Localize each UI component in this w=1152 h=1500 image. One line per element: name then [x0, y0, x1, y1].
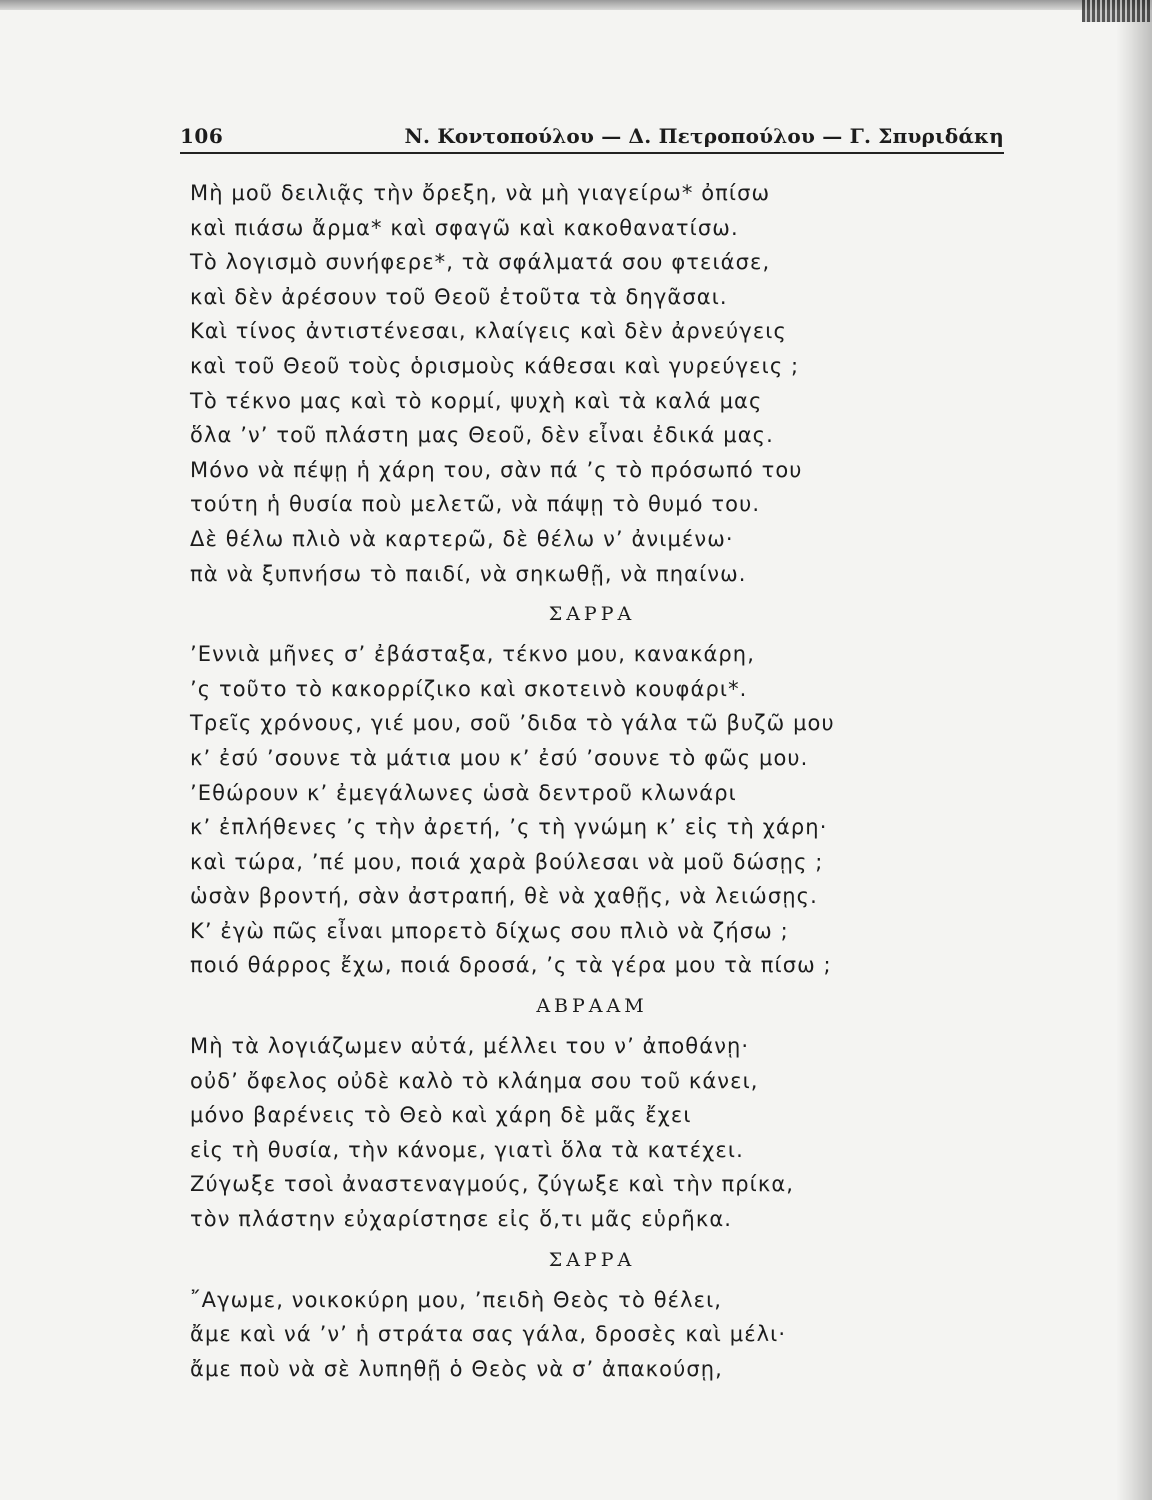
verse-line: Μὴ τὰ λογιάζωμεν αὐτά, μέλλει του ν’ ἀποθάνῃ· [190, 1034, 750, 1059]
verse-line: Τὸ τέκνο μας καὶ τὸ κορμί, ψυχὴ καὶ τὰ καλά μας [190, 388, 763, 413]
verse-line: Τὸ λογισμὸ συνήφερε*, τὰ σφάλματά σου φτειάσε, [190, 250, 771, 275]
verse-line: πὰ νὰ ξυπνήσω τὸ παιδί, νὰ σηκωθῇ, νὰ πηαίνω. [190, 561, 747, 586]
running-header [180, 118, 1004, 154]
verse-line: καὶ πιάσω ἄρμα* καὶ σφαγῶ καὶ κακοθανατίσω. [190, 215, 739, 240]
scan-corner-mark [1082, 0, 1152, 22]
verse-line: Ζύγωξε τσοὶ ἀναστεναγμούς, ζύγωξε καὶ τὴν πρίκα, [190, 1172, 795, 1197]
verse-line: ἄμε καὶ νά ’ν’ ἡ στράτα σας γάλα, δροσὲς καὶ μέλι· [190, 1322, 787, 1347]
verse-line: οὐδ’ ὄφελος οὐδὲ καλὸ τὸ κλάημα σου τοῦ κάνει, [190, 1068, 759, 1093]
verse-line: μόνο βαρένεις τὸ Θεὸ καὶ χάρη δὲ μᾶς ἔχει [190, 1103, 692, 1128]
verse-line: ἄμε ποὺ νὰ σὲ λυπηθῇ ὁ Θεὸς νὰ σ’ ἀπακούσῃ, [190, 1356, 723, 1381]
verse-line: ’Εθώρουν κ’ ἐμεγάλωνες ὡσὰ δεντροῦ κλωνάρι [190, 780, 737, 805]
poem-section [190, 1237, 1004, 1387]
verse-line: καὶ τοῦ Θεοῦ τοὺς ὁρισμοὺς κάθεσαι καὶ γυρεύγεις ; [190, 353, 800, 378]
authors-header: Ν. Κοντοπούλου — Δ. Πετροπούλου — Γ. Σπυριδάκη [404, 124, 1004, 148]
verse-line: Δὲ θέλω πλιὸ νὰ καρτερῶ, δὲ θέλω ν’ ἀνιμένω· [190, 526, 734, 551]
verse-line: εἰς τὴ θυσία, τὴν κάνομε, γιατὶ ὅλα τὰ κατέχει. [190, 1137, 744, 1162]
verse-line: ὡσὰν βροντή, σὰν ἀστραπή, θὲ νὰ χαθῇς, νὰ λειώσῃς. [190, 884, 818, 909]
speaker-heading: ΣΑΡΡΑ [548, 1248, 636, 1271]
verse-line: Καὶ τίνος ἀντιστένεσαι, κλαίγεις καὶ δὲν ἀρνεύγεις [190, 319, 787, 344]
verse-line: Μὴ μοῦ δειλιᾷς τὴν ὄρεξη, νὰ μὴ γιαγείρω* ὀπίσω [190, 181, 771, 205]
poem-section [190, 983, 1004, 1237]
verse-line: ’Εννιὰ μῆνες σ’ ἐβάσταξα, τέκνο μου, κανακάρη, [190, 642, 755, 667]
verse-line: Τρεῖς χρόνους, γιέ μου, σοῦ ’διδα τὸ γάλα τῶ βυζῶ μου [190, 711, 835, 736]
verse-line: Μόνο νὰ πέψῃ ἡ χάρη του, σὰν πά ’ς τὸ πρόσωπό του [190, 457, 803, 482]
verse-line: ποιό θάρρος ἔχω, ποιά δροσά, ’ς τὰ γέρα μου τὰ πίσω ; [190, 953, 832, 978]
page-top-edge [0, 0, 1152, 10]
verse-line: καὶ τώρα, ’πέ μου, ποιά χαρὰ βούλεσαι νὰ μοῦ δώσῃς ; [190, 849, 824, 874]
speaker-heading: ΑΒΡΑΑΜ [536, 995, 648, 1018]
verse-line: ὅλα ’ν’ τοῦ πλάστη μας Θεοῦ, δὲν εἶναι ἐδικά μας. [190, 423, 774, 448]
verse-line: κ’ ἐπλήθενες ’ς τὴν ἀρετή, ’ς τὴ γνώμη κ’ εἰς τὴ χάρη· [190, 815, 828, 840]
page-binding-shadow [1116, 0, 1152, 1500]
speaker-heading: ΣΑΡΡΑ [548, 603, 636, 626]
verse-line: ῎Αγωμε, νοικοκύρη μου, ’πειδὴ Θεὸς τὸ θέλει, [190, 1287, 723, 1312]
poem-body [190, 176, 1004, 1386]
poem-section [190, 176, 1004, 591]
verse-line: τὸν πλάστην εὐχαρίστησε εἰς ὅ,τι μᾶς εὑρῆκα. [190, 1207, 733, 1232]
book-page [180, 118, 1004, 1386]
verse-line: ’ς τοῦτο τὸ κακορρίζικο καὶ σκοτεινὸ κουφάρι*. [190, 676, 748, 701]
poem-section [190, 591, 1004, 983]
verse-line: κ’ ἐσύ ’σουνε τὰ μάτια μου κ’ ἐσύ ’σουνε τὸ φῶς μου. [190, 745, 809, 770]
verse-line: Κ’ ἐγὼ πῶς εἶναι μπορετὸ δίχως σου πλιὸ νὰ ζήσω ; [190, 918, 789, 943]
verse-line: τούτη ἡ θυσία ποὺ μελετῶ, νὰ πάψῃ τὸ θυμό του. [190, 492, 761, 517]
verse-line: καὶ δὲν ἀρέσουν τοῦ Θεοῦ ἐτοῦτα τὰ δηγᾶσαι. [190, 284, 728, 309]
page-number: 106 [180, 124, 224, 148]
